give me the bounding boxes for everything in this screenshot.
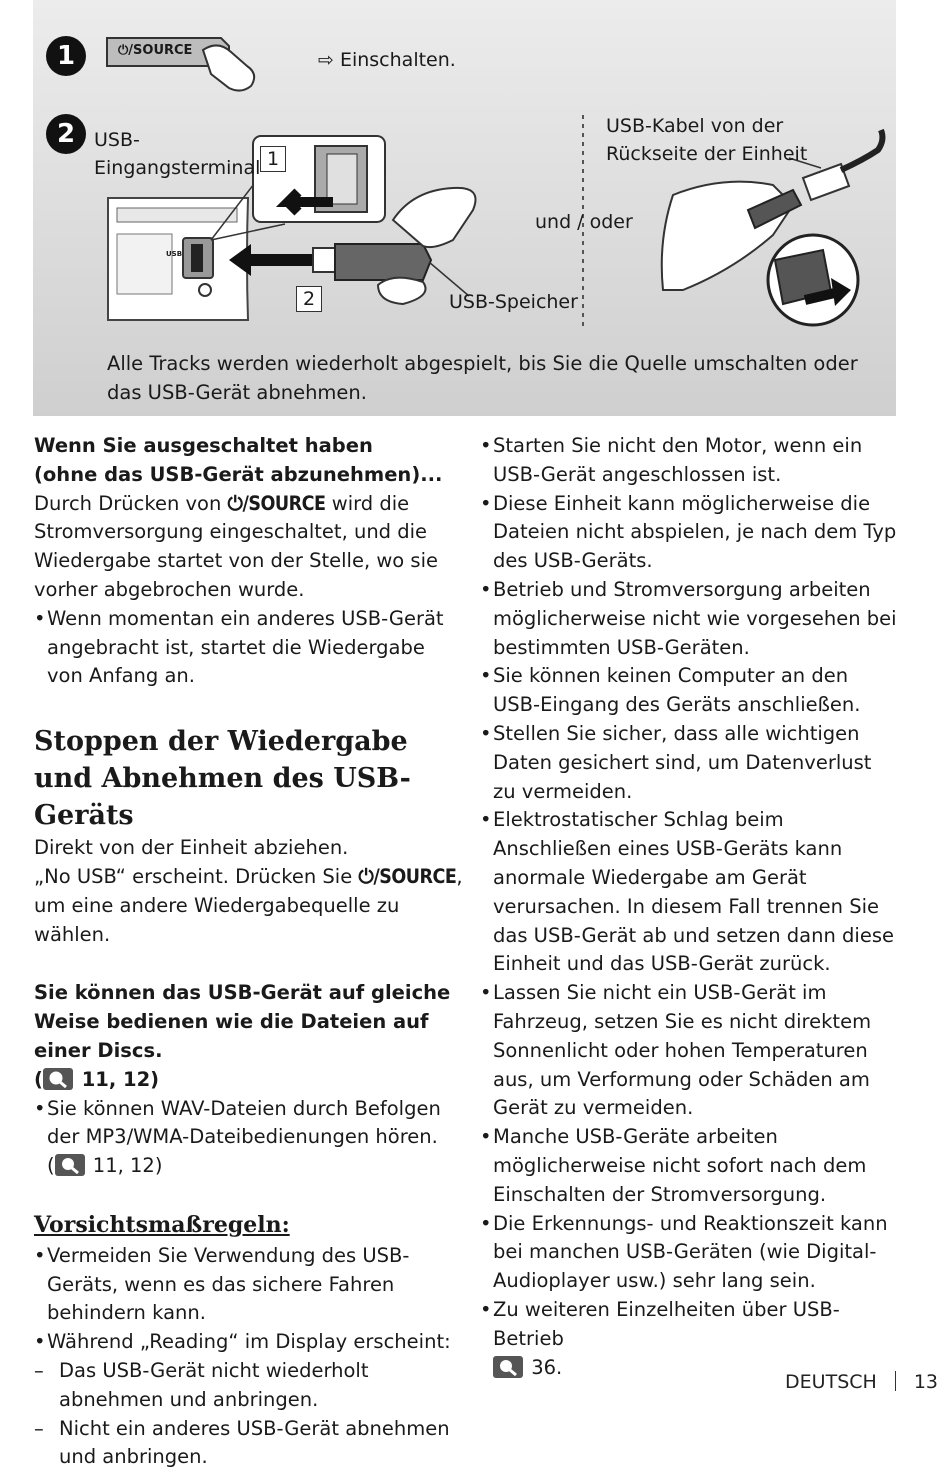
caution-item-2: • Während „Reading“ im Display erscheint: [34, 1328, 464, 1357]
wav-bullet: • Sie können WAV-Dateien durch Befolgen der MP3/WMA-Dateibedienungen hören. [34, 1095, 464, 1153]
usb-memory-label: USB-Speicher [449, 291, 578, 313]
wav-ref-pages: 11, 12) [86, 1154, 163, 1178]
note-item: • Lassen Sie nicht ein USB-Gerät im Fahrzeug, setzen Sie es nicht direktem Sonnenlicht oder hohen Temperaturen aus, um Verformung oder Schäden am Gerät zu vermeiden. [480, 979, 900, 1123]
off-text-post: wird die Stromversorgung eingeschaltet, und die Wiedergabe startet von der Stelle, wo sie vorher abgebrochen wurde. [34, 491, 438, 601]
note-item: • Diese Einheit kann möglicherweise die Dateien nicht abspielen, je nach dem Typ des USB-Geräts. [480, 490, 900, 576]
note-item: • Betrieb und Stromversorgung arbeiten möglicherweise nicht wie vorgesehen bei bestimmten USB-Geräten. [480, 576, 900, 662]
page-footer [785, 1371, 938, 1393]
usb-ref-page: 36. [525, 1355, 563, 1379]
stop-text-2-post: , um eine andere Wiedergabequelle zu wählen. [34, 864, 463, 946]
caution-subitem-a: – Das USB-Gerät nicht wiederholt abnehmen und anbringen. [34, 1357, 464, 1415]
left-column [34, 432, 464, 1472]
off-text [34, 490, 464, 605]
stop-text-2 [34, 863, 464, 949]
callout-box-1: 1 [260, 146, 286, 172]
off-heading-line1: Wenn Sie ausgeschaltet haben [34, 434, 373, 457]
caution-item-1: • Vermeiden Sie Verwendung des USB-Geräts, wenn es das sichere Fahren behindern kann. [34, 1242, 464, 1328]
note-item: • Zu weiteren Einzelheiten über USB-Betrieb [480, 1296, 900, 1354]
callout-box-2: 2 [296, 286, 322, 312]
caution-heading: Vorsichtsmaßregeln: [34, 1211, 290, 1238]
caution-subitem-b: – Nicht ein anderes USB-Gerät abnehmen und anbringen. [34, 1415, 464, 1472]
and-or-label: und / oder [535, 211, 633, 233]
disc-reference [34, 1066, 464, 1095]
page-number: 13 [913, 1371, 938, 1393]
step-1-text: ⇨ Einschalten. [318, 49, 456, 71]
footer-divider [895, 1371, 896, 1391]
note-item: • Elektrostatischer Schlag beim Anschließen eines USB-Geräts kann anormale Wiedergabe am Gerät verursachen. In diesem Fall trennen Sie das USB-Gerät ab und setzen dann diese Einheit und das USB-Gerät zurück. [480, 806, 900, 979]
step-1-number: 1 [46, 36, 86, 76]
magnifier-icon [43, 1068, 73, 1090]
disc-ref-open: ( [34, 1067, 43, 1091]
disc-heading: Sie können das USB-Gerät auf gleiche Weise bedienen wie die Dateien auf einer Discs. [34, 981, 451, 1062]
source-button-label: ⏻/SOURCE [118, 43, 193, 58]
usb-terminal-label: USB- Eingangsterminal [94, 129, 261, 179]
stop-heading: Stoppen der Wiedergabe und Abnehmen des USB-Geräts [34, 726, 411, 832]
magnifier-icon [55, 1154, 85, 1176]
wav-reference [34, 1152, 464, 1181]
usb-port-tag: USB [166, 250, 183, 258]
note-item: • Die Erkennungs- und Reaktionszeit kann bei manchen USB-Geräten (wie Digital-Audioplayer usw.) sehr lang sein. [480, 1210, 900, 1296]
stop-text-1: Direkt von der Einheit abziehen. [34, 836, 349, 860]
off-heading-line2: (ohne das USB-Gerät abzunehmen)... [34, 462, 443, 486]
off-text-pre: Durch Drücken von [34, 491, 228, 515]
note-item: • Stellen Sie sicher, dass alle wichtigen Daten gesichert sind, um Datenverlust zu vermeiden. [480, 720, 900, 806]
footer-language: DEUTSCH [785, 1371, 877, 1393]
note-item: • Manche USB-Geräte arbeiten möglicherweise nicht sofort nach dem Einschalten der Stromversorgung. [480, 1123, 900, 1209]
note-item: • Starten Sie nicht den Motor, wenn ein USB-Gerät angeschlossen ist. [480, 432, 900, 490]
repeat-note: Alle Tracks werden wiederholt abgespielt, bis Sie die Quelle umschalten oder das USB-Gerät abnehmen. [107, 352, 858, 404]
usb-cable-label: USB-Kabel von der Rückseite der Einheit [606, 115, 808, 165]
disc-ref-pages: 11, 12) [74, 1067, 160, 1091]
wav-ref-open: ( [47, 1154, 55, 1178]
note-item: • Sie können keinen Computer an den USB-Eingang des Geräts anschließen. [480, 662, 900, 720]
magnifier-icon [493, 1356, 523, 1378]
off-bullet: • Wenn momentan ein anderes USB-Gerät angebracht ist, startet die Wiedergabe von Anfang an. [34, 605, 464, 691]
step-2-number: 2 [46, 114, 86, 154]
source-key: ⏻/SOURCE [227, 491, 326, 515]
right-column [480, 432, 900, 1382]
source-key-2: ⏻/SOURCE [358, 864, 457, 888]
stop-text-2-pre: „No USB“ erscheint. Drücken Sie [34, 864, 359, 888]
